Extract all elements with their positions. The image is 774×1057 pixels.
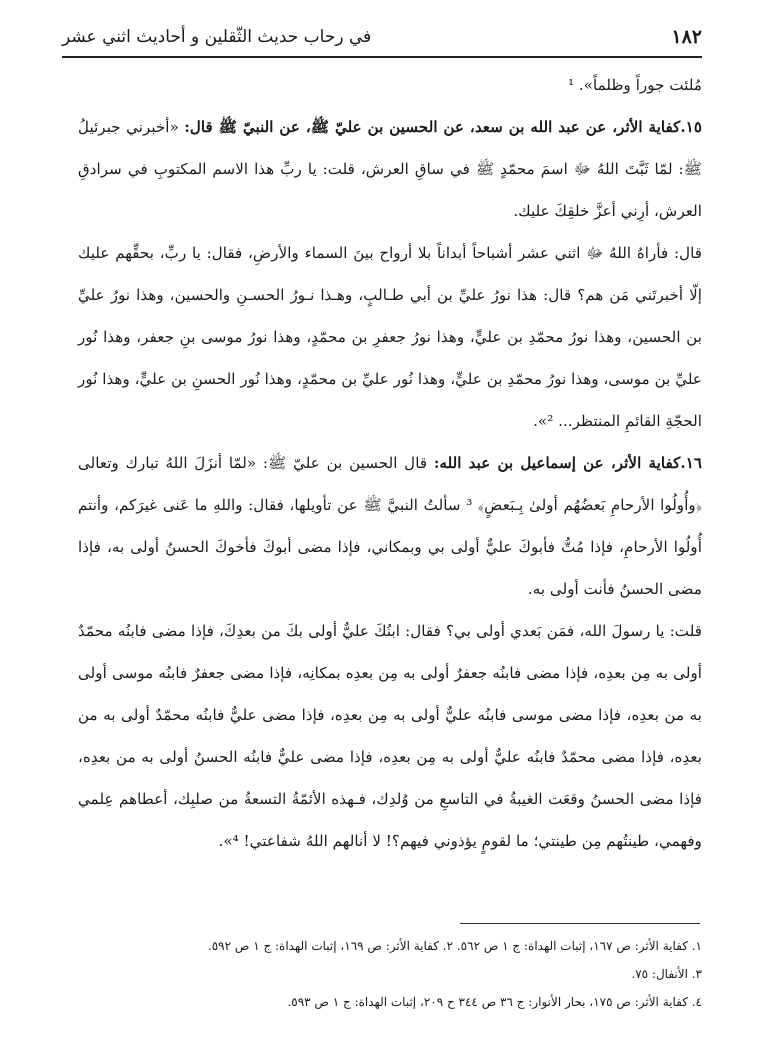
page-body: [78, 64, 702, 862]
paragraph-0: مُلئت جوراً وظلماً». ¹: [567, 76, 702, 94]
footnote-1-2: ١. كفاية الأثر: ص ١٦٧، إثبات الهداة: ج ١ ص ٥٦٢. ٢. كفاية الأثر: ص ١٦٩، إثبات الهداة: ج ١ ص ٥٩٢.: [207, 939, 702, 953]
hadith-15-heading: ١٥.كفاية الأثر، عن عبد الله بن سعد، عن الحسين بن عليّ ﷺ، عن النبيّ ﷺ قال:: [184, 118, 702, 136]
paragraph-3: [78, 442, 702, 610]
footnote-separator: [460, 923, 700, 924]
paragraph-1: [78, 106, 702, 232]
footnotes: [78, 932, 702, 1016]
hadith-16-heading: ١٦.كفاية الأثر، عن إسماعيل بن عبد الله:: [433, 454, 703, 472]
paragraph-4: قلت: يا رسولَ الله، فمَن بَعدي أولى بي؟ فقال: ابنُكَ عليٌّ أولى بكَ من بعدِكَ، فإذا مضى فابنُه محمّدٌ أولى به مِن بعدِه، فإذا مضى فابنُه جعفرٌ أولى به مِن بعدِه بمكانِه، فإذا مضى جعفرٌ فابنُه موسى أولى به من بعدِه، فإذا مضى موسى فابنُه عليٌّ أولى به مِن بعدِه، فإذا مضى عليٌّ فابنُه محمّدٌ أولى به من بعدِه، فإذا مضى محمّدٌ فابنُه عليٌّ أولى به مِن بعدِه، فإذا مضى عليٌّ فابنُه الحسنُ أولى به من بعدِه، فإذا مضى الحسنُ وقعَت الغيبةُ في التاسعِ من وُلدِك، فـهذه الأئمّةُ التسعةُ من صلبِك، أعطاهم عِلمي وفهمي، طينتُهم مِن طينتي؛ ما لقومٍ يؤذوني فيهم؟! لا أنالهم اللهُ شفاعتي! ⁴».: [78, 622, 702, 850]
hadith-16-text: قال الحسين بن عليّ ﷺ: «لمّا أنزَلَ اللهُ تبارك وتعالى ﴿وأُولُوا الأرحامِ بَعضُهُم أولىٰ بِـبَعضٍ﴾ ³ سألتُ النبيَّ ﷺ عن تأويلها، فقال: واللهِ ما عَنى غيرَكم، وأنتم أُولُوا الأرحامِ، فإذا مُتُّ فأبوكَ عليٌّ أولى بي وبمكاني، فإذا مضى أبوكَ فأخوكَ الحسنُ أولى به، فإذا مضى الحسنُ فأنت أولى به.: [78, 454, 702, 598]
page-number: ١٨٢: [671, 26, 702, 48]
paragraph-2: قال: فأراهُ اللهُ ﷻ اثني عشر أشباحاً أبداناً بلا أرواح بينَ السماء والأرضِ، فقال: يا ربِّ، بحقِّهم عليك إلّا أخبرتَني مَن هم؟ قال: هذا نورُ عليِّ بن أبي طـالبٍ، وهـذا نـورُ الحسـنِ والحسين، وهذا نورُ عليِّ بن الحسين، وهذا نورُ محمّدِ بن عليٍّ، وهذا نورُ جعفرِ بن محمّدٍ، وهذا نورُ موسى بنِ جعفر، وهذا نُور عليِّ بن موسى، وهذا نورُ محمّدِ بن عليٍّ، وهذا نُور عليِّ بن محمّدٍ، وهذا نُور الحسنِ بن عليٍّ، وهذا نُور الحجّةِ القائمِ المنتظر... ²».: [78, 244, 702, 430]
page-header: [62, 18, 702, 58]
hadith-15-text: «أخبرني جبرئيلُ ﷺ: لمّا ثَبَّتَ اللهُ ﷻ اسمَ محمّدٍ ﷺ في ساقِ العرش، قلت: يا ربِّ هذا الاسم المكتوبِ في سرادقِ العرش، أرِني أعزَّ خلقِكَ عليك.: [78, 118, 702, 220]
footnote-4: ٤. كفاية الأثر: ص ١٧٥، بحار الأنوار: ج ٣٦ ص ٣٤٤ ح ٢٠٩، إثبات الهداة: ج ١ ص ٥٩٣.: [287, 995, 702, 1009]
running-title: في رحاب حديث الثّقلين و أحاديث اثني عشر: [62, 27, 372, 47]
footnote-3: ٣. الأنفال: ٧٥.: [631, 967, 702, 981]
